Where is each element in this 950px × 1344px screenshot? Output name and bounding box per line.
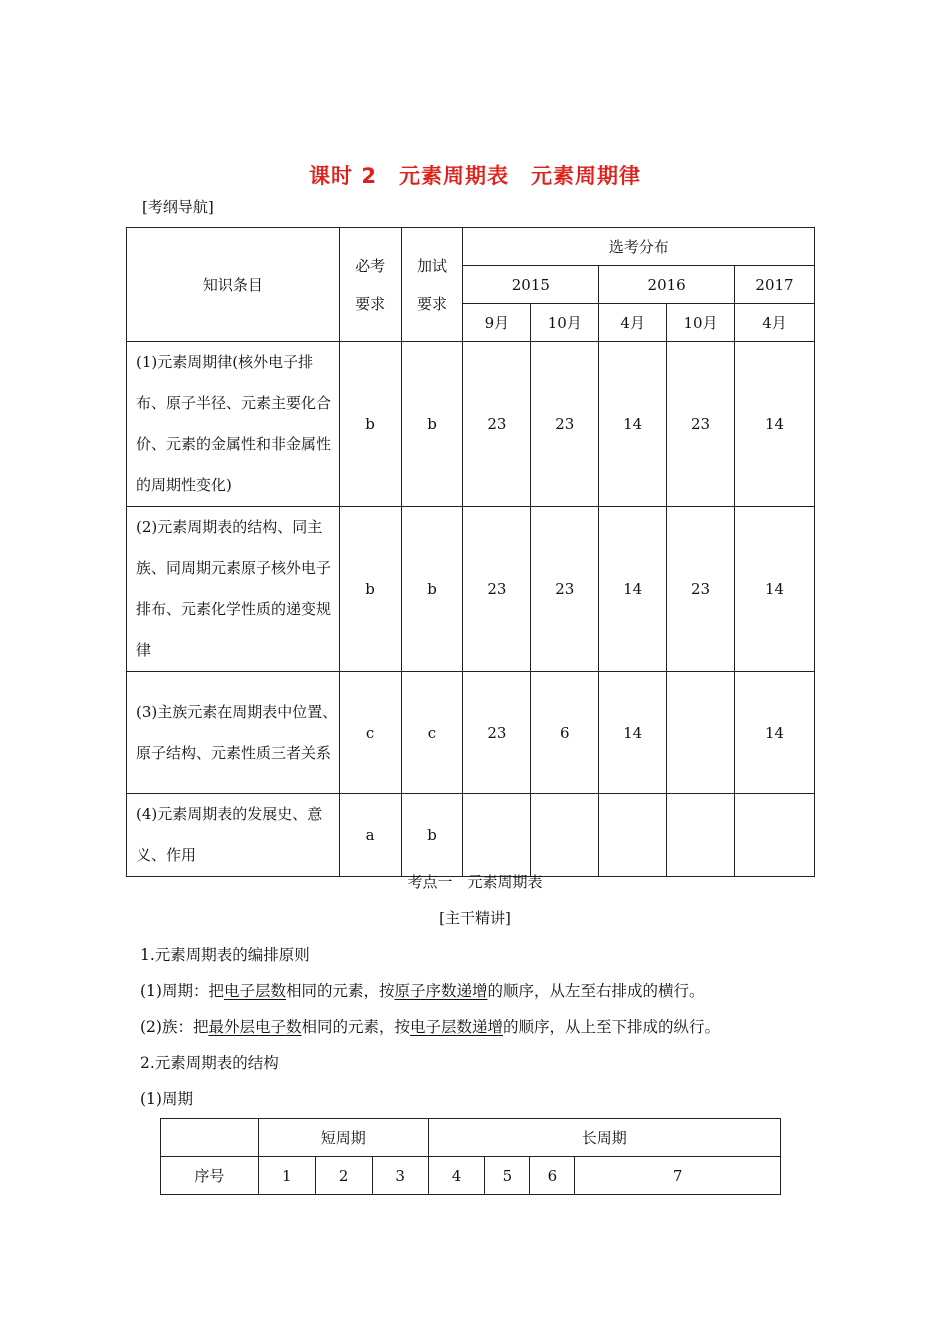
section-heading: 考点一 元素周期表 bbox=[407, 873, 543, 891]
dist-value: 6 bbox=[531, 672, 599, 794]
req-value: a bbox=[339, 794, 401, 877]
dist-value: 23 bbox=[463, 342, 531, 507]
period-number: 7 bbox=[575, 1157, 781, 1195]
req-value: b bbox=[339, 507, 401, 672]
paragraph-4: 2.元素周期表的结构 bbox=[140, 1054, 279, 1072]
paragraph-3: (2)族：把最外层电子数相同的元素，按电子层数递增的顺序，从上至下排成的纵行。 bbox=[140, 1018, 721, 1036]
row-label: 序号 bbox=[161, 1157, 259, 1195]
dist-value: 14 bbox=[735, 342, 815, 507]
dist-value: 23 bbox=[531, 507, 599, 672]
dist-value: 14 bbox=[599, 507, 667, 672]
period-number: 2 bbox=[315, 1157, 372, 1195]
header-extra: 加试 要求 bbox=[401, 228, 463, 342]
dist-value: 23 bbox=[463, 672, 531, 794]
month-cell: 10月 bbox=[667, 304, 735, 342]
dist-value: 23 bbox=[667, 342, 735, 507]
dist-value bbox=[599, 794, 667, 877]
extra-value: b bbox=[401, 342, 463, 507]
period-table bbox=[160, 1118, 781, 1195]
dist-value: 14 bbox=[735, 672, 815, 794]
dist-value: 14 bbox=[599, 672, 667, 794]
dist-value bbox=[735, 794, 815, 877]
year-2015: 2015 bbox=[463, 266, 599, 304]
item-text: (4)元素周期表的发展史、意义、作用 bbox=[127, 794, 340, 877]
period-number: 1 bbox=[258, 1157, 315, 1195]
underlined-term: 最外层电子数 bbox=[208, 1018, 302, 1036]
extra-value: b bbox=[401, 794, 463, 877]
dist-value bbox=[463, 794, 531, 877]
table-row bbox=[127, 342, 815, 507]
month-cell: 10月 bbox=[531, 304, 599, 342]
extra-value: b bbox=[401, 507, 463, 672]
subsection-heading: [主干精讲] bbox=[439, 909, 511, 927]
period-number: 4 bbox=[428, 1157, 485, 1195]
dist-value bbox=[667, 794, 735, 877]
table-row bbox=[127, 794, 815, 877]
year-2017: 2017 bbox=[735, 266, 815, 304]
paragraph-2: (1)周期：把电子层数相同的元素，按原子序数递增的顺序，从左至右排成的横行。 bbox=[140, 982, 705, 1000]
table-row bbox=[127, 672, 815, 794]
syllabus-table bbox=[126, 227, 815, 877]
underlined-term: 电子层数递增 bbox=[410, 1018, 504, 1036]
dist-value: 23 bbox=[463, 507, 531, 672]
dist-value: 14 bbox=[599, 342, 667, 507]
paragraph-5: (1)周期 bbox=[140, 1090, 193, 1108]
item-text: (3)主族元素在周期表中位置、原子结构、元素性质三者关系 bbox=[127, 672, 340, 794]
req-value: c bbox=[339, 672, 401, 794]
req-value: b bbox=[339, 342, 401, 507]
item-text: (2)元素周期表的结构、同主族、同周期元素原子核外电子排布、元素化学性质的递变规律 bbox=[127, 507, 340, 672]
header-item: 知识条目 bbox=[127, 228, 340, 342]
table-row bbox=[127, 507, 815, 672]
long-period-header: 长周期 bbox=[428, 1119, 780, 1157]
dist-value bbox=[531, 794, 599, 877]
month-cell: 9月 bbox=[463, 304, 531, 342]
dist-value bbox=[667, 672, 735, 794]
paragraph-1: 1.元素周期表的编排原则 bbox=[140, 946, 310, 964]
dist-value: 14 bbox=[735, 507, 815, 672]
short-period-header: 短周期 bbox=[258, 1119, 428, 1157]
section-tag: [考纲导航] bbox=[142, 198, 214, 216]
dist-value: 23 bbox=[531, 342, 599, 507]
dist-value: 23 bbox=[667, 507, 735, 672]
underlined-term: 原子序数递增 bbox=[394, 982, 488, 1000]
page-title: 课时 2 元素周期表 元素周期律 bbox=[309, 164, 641, 188]
header-required: 必考 要求 bbox=[339, 228, 401, 342]
month-cell: 4月 bbox=[735, 304, 815, 342]
empty-cell bbox=[161, 1119, 259, 1157]
underlined-term: 电子层数 bbox=[223, 982, 286, 1000]
extra-value: c bbox=[401, 672, 463, 794]
item-text: (1)元素周期律(核外电子排布、原子半径、元素主要化合价、元素的金属性和非金属性的周期性变化) bbox=[127, 342, 340, 507]
period-number: 6 bbox=[530, 1157, 575, 1195]
year-2016: 2016 bbox=[599, 266, 735, 304]
period-number: 5 bbox=[485, 1157, 530, 1195]
month-cell: 4月 bbox=[599, 304, 667, 342]
period-number: 3 bbox=[372, 1157, 428, 1195]
header-distribution: 选考分布 bbox=[463, 228, 815, 266]
